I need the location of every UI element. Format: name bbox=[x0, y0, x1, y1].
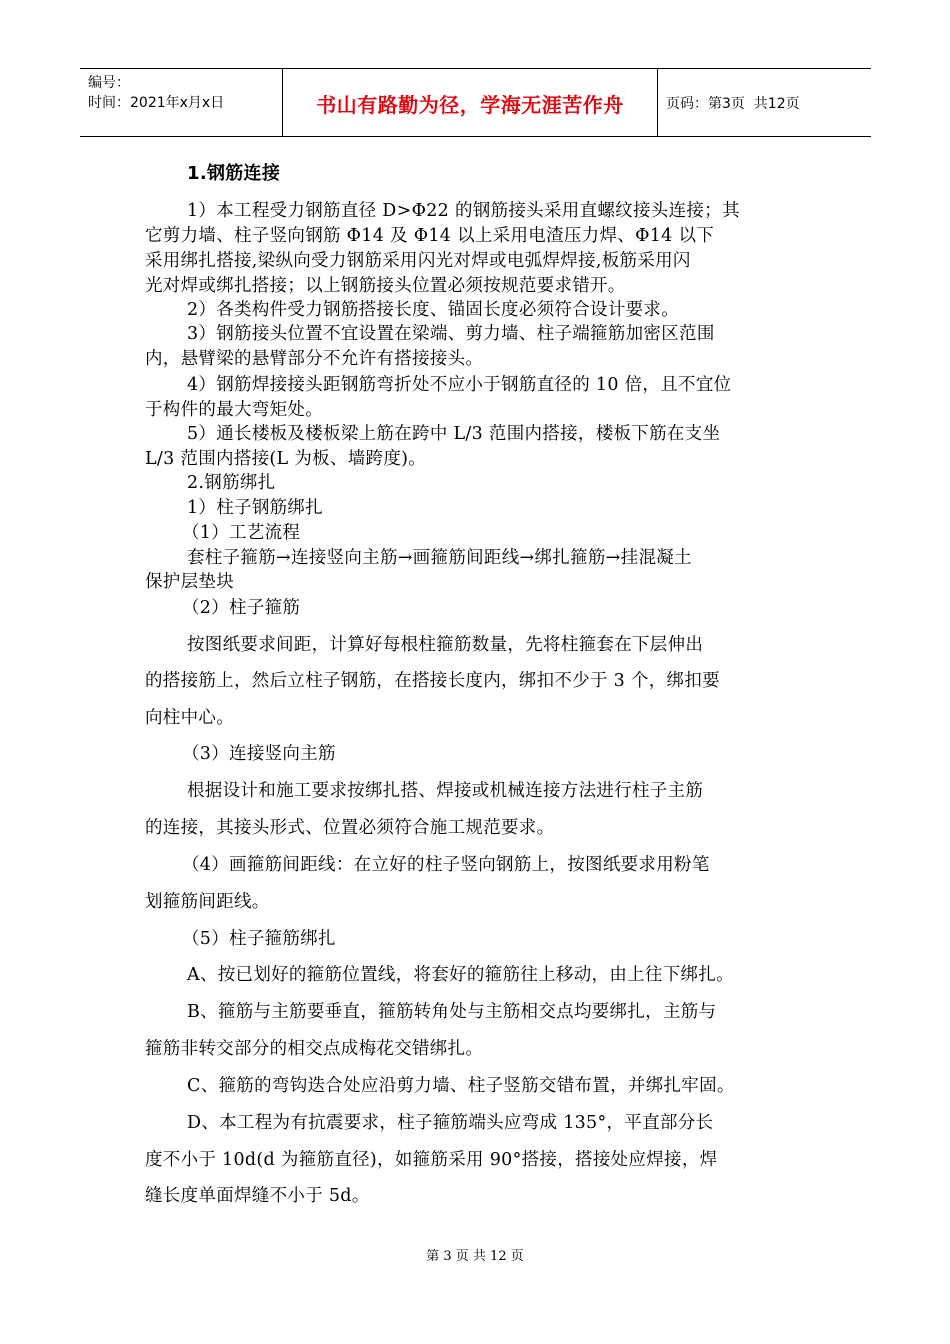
paragraph-line: 内，悬臂梁的悬臂部分不允许有搭接接头。 bbox=[145, 349, 484, 369]
section-title-rebar-connection: 1.钢筋连接 bbox=[187, 163, 281, 184]
paragraph-line: 3）钢筋接头位置不宜设置在梁端、剪力墙、柱子端箍筋加密区范围 bbox=[187, 324, 715, 344]
paragraph-line: L/3 范围内搭接(L 为板、墙跨度)。 bbox=[145, 449, 427, 469]
paragraph-line: 箍筋非转交部分的相交点成梅花交错绑扎。 bbox=[145, 1039, 484, 1059]
paragraph-line: 4）钢筋焊接接头距钢筋弯折处不应小于钢筋直径的 10 倍，且不宜位 bbox=[187, 375, 732, 395]
subsection-title: 1）柱子钢筋绑扎 bbox=[187, 498, 324, 518]
paragraph-line: 按图纸要求间距，计算好每根柱箍筋数量，先将柱箍套在下层伸出 bbox=[187, 635, 704, 655]
paragraph-line: C、箍筋的弯钩迭合处应沿剪力墙、柱子竖筋交错布置，并绑扎牢固。 bbox=[187, 1076, 735, 1096]
paragraph-line: 的搭接筋上，然后立柱子钢筋，在搭接长度内，绑扣不少于 3 个，绑扣要 bbox=[145, 671, 720, 691]
page-footer: 第 3 页 共 12 页 bbox=[426, 1249, 524, 1264]
header-motto: 书山有路勤为径，学海无涯苦作舟 bbox=[316, 93, 624, 117]
paragraph-line: 套柱子箍筋→连接竖向主筋→画箍筋间距线→绑扎箍筋→挂混凝土 bbox=[187, 548, 692, 568]
paragraph-line: 5）通长楼板及楼板梁上筋在跨中 L/3 范围内搭接，楼板下筋在支坐 bbox=[187, 424, 721, 444]
paragraph-line: A、按已划好的箍筋位置线，将套好的箍筋往上移动，由上往下绑扎。 bbox=[187, 965, 734, 985]
subsection-title: （1）工艺流程 bbox=[182, 523, 301, 543]
paragraph-line: 度不小于 10d(d 为箍筋直径)，如箍筋采用 90°搭接，搭接处应焊接，焊 bbox=[145, 1150, 718, 1170]
header-page-info: 页码：第3页 共12页 bbox=[666, 95, 800, 112]
paragraph-line: 根据设计和施工要求按绑扎搭、焊接或机械连接方法进行柱子主筋 bbox=[187, 781, 704, 801]
document-number-label: 编号： bbox=[88, 75, 130, 91]
paragraph-line: 它剪力墙、柱子竖向钢筋 Φ14 及 Φ14 以上采用电渣压力焊、Φ14 以下 bbox=[145, 226, 715, 246]
header-motto-cell bbox=[283, 69, 658, 136]
paragraph-line: 的连接，其接头形式、位置必须符合施工规范要求。 bbox=[145, 818, 555, 838]
header-meta bbox=[80, 69, 283, 136]
header-page-info-cell bbox=[658, 69, 871, 136]
paragraph-line: D、本工程为有抗震要求，柱子箍筋端头应弯成 135°，平直部分长 bbox=[187, 1113, 714, 1133]
paragraph-line: 于构件的最大弯矩处。 bbox=[145, 400, 323, 420]
section-title-rebar-binding: 2.钢筋绑扎 bbox=[187, 473, 276, 493]
subsection-title: （5）柱子箍筋绑扎 bbox=[182, 929, 336, 949]
subsection-title: （2）柱子箍筋 bbox=[182, 598, 301, 618]
paragraph-line: 光对焊或绑扎搭接；以上钢筋接头位置必须按规范要求错开。 bbox=[145, 276, 626, 296]
paragraph-line: 保护层垫块 bbox=[145, 572, 234, 592]
paragraph-line: 1）本工程受力钢筋直径 D>Φ22 的钢筋接头采用直螺纹接头连接；其 bbox=[187, 201, 740, 221]
paragraph-line: 划箍筋间距线。 bbox=[145, 892, 270, 912]
paragraph-line: （4）画箍筋间距线：在立好的柱子竖向钢筋上，按图纸要求用粉笔 bbox=[182, 855, 710, 875]
page-header bbox=[80, 68, 871, 137]
paragraph-line: 采用绑扎搭接,梁纵向受力钢筋采用闪光对焊或电弧焊焊接,板筋采用闪 bbox=[145, 251, 691, 271]
paragraph-line: 向柱中心。 bbox=[145, 708, 234, 728]
paragraph-line: 缝长度单面焊缝不小于 5d。 bbox=[145, 1186, 370, 1206]
paragraph-line: 2）各类构件受力钢筋搭接长度、锚固长度必须符合设计要求。 bbox=[187, 300, 680, 320]
document-date: 时间：2021年x月x日 bbox=[88, 95, 225, 111]
paragraph-line: B、箍筋与主筋要垂直，箍筋转角处与主筋相交点均要绑扎，主筋与 bbox=[187, 1002, 717, 1022]
subsection-title: （3）连接竖向主筋 bbox=[182, 744, 336, 764]
